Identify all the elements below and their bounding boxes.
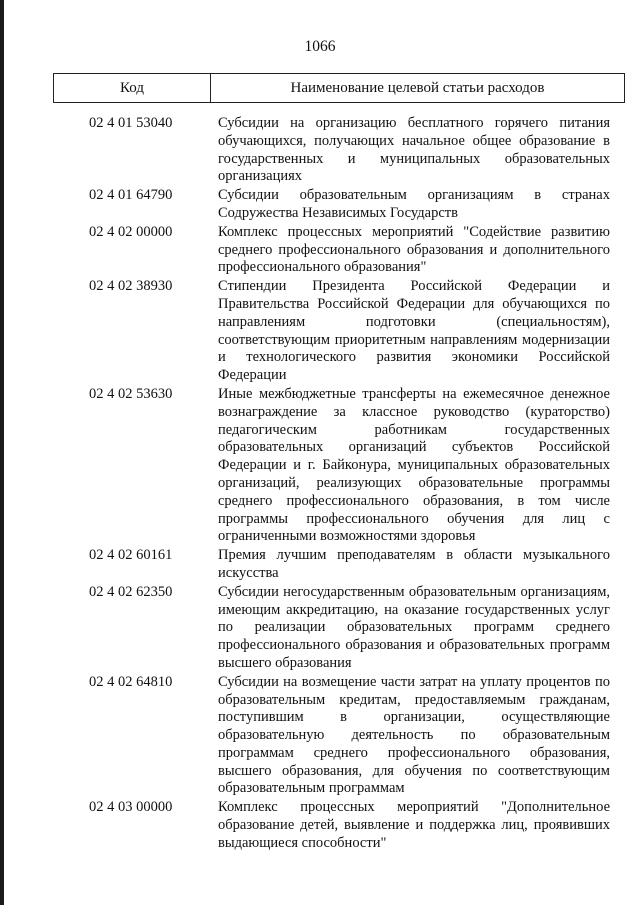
table-row xyxy=(53,278,625,385)
header-name: Наименование целевой статьи расходов xyxy=(290,79,545,96)
row-code: 02 4 02 62350 xyxy=(89,583,173,600)
row-description: Субсидии на организацию бесплатного горячего питания обучающихся, получающих начальное общее образование в государственных и муниципальных образовательных организациях xyxy=(218,115,610,185)
table-row xyxy=(53,187,625,223)
row-code: 02 4 01 64790 xyxy=(89,187,173,204)
row-code: 02 4 02 64810 xyxy=(89,673,173,690)
row-code: 02 4 02 00000 xyxy=(89,223,173,240)
table-row xyxy=(53,386,625,546)
row-description: Комплекс процессных мероприятий "Дополнительное образование детей, выявление и поддержка лиц, проявивших выдающиеся способности" xyxy=(218,799,610,851)
header-code: Код xyxy=(54,74,211,102)
table-row xyxy=(53,799,625,852)
table-header xyxy=(53,73,625,103)
page-number: 1066 xyxy=(304,38,336,55)
page-edge xyxy=(0,0,4,905)
table-row xyxy=(53,224,625,277)
table-row xyxy=(53,547,625,583)
row-description: Стипендии Президента Российской Федерации и Правительства Российской Федерации для обучающихся по направлениям подготовки (специальностям), соответствующим приоритетным направлениям модернизации и технологического развития экономики Российской Федерации xyxy=(218,278,610,384)
row-code: 02 4 01 53040 xyxy=(89,115,173,131)
row-description: Комплекс процессных мероприятий "Содействие развитию среднего профессионального образования и дополнительного профессионального образования" xyxy=(218,223,610,276)
row-code: 02 4 02 60161 xyxy=(89,547,173,564)
row-description: Субсидии на возмещение части затрат на уплату процентов по образовательным кредитам, предоставляемым гражданам, поступившим в организации, осуществляющие образовательную деятельность по образовательным программам среднего профессионального образования, высшего образования, для обучения по соответствующим образовательным программам xyxy=(218,673,610,797)
table-row xyxy=(53,115,625,186)
table-row xyxy=(53,584,625,673)
row-description: Субсидии негосударственным образовательным организациям, имеющим аккредитацию, на оказание государственных услуг по реализации образовательных программ среднего профессионального образования и образовательных программ высшего образования xyxy=(218,583,610,671)
row-description: Субсидии образовательным организациям в странах Содружества Независимых Государств xyxy=(218,187,610,221)
row-description: Премия лучшим преподавателям в области музыкального искусства xyxy=(218,547,610,581)
row-code: 02 4 03 00000 xyxy=(89,799,173,816)
row-code: 02 4 02 38930 xyxy=(89,278,173,295)
table-body xyxy=(53,115,625,853)
row-description: Иные межбюджетные трансферты на ежемесячное денежное вознаграждение за классное руководство (кураторство) педагогическим работникам государственных образовательных организаций субъектов Российской Федерации и г. Байконура, муниципальных образовательных организаций, реализующих образовательные программы среднего профессионального образования, в том числе программы профессионального обучения для лиц с ограниченными возможностями здоровья xyxy=(218,385,610,545)
row-code: 02 4 02 53630 xyxy=(89,385,173,402)
table-row xyxy=(53,674,625,799)
